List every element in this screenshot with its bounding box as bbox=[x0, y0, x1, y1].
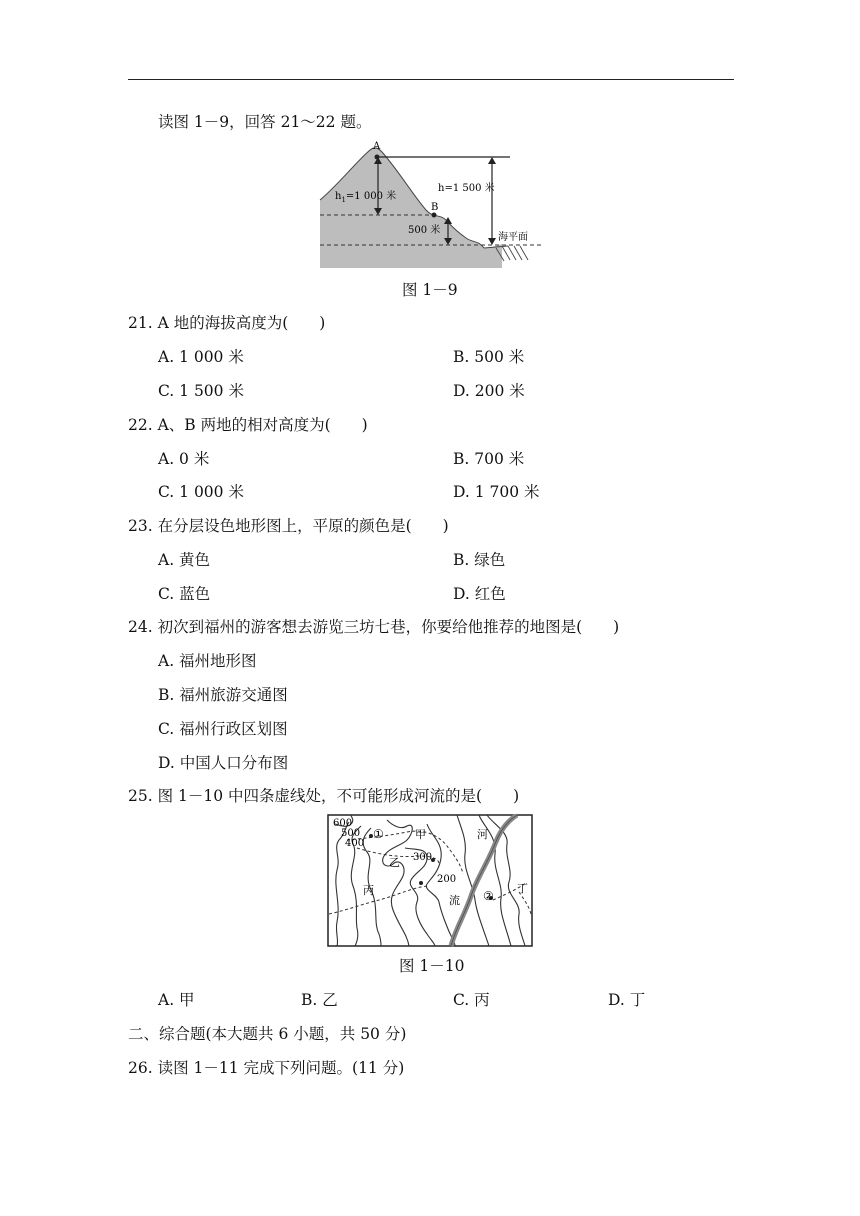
contour-500: 500 bbox=[341, 828, 361, 839]
q23-option-a[interactable]: A. 黄色 bbox=[158, 551, 211, 569]
q22-option-b[interactable]: B. 700 米 bbox=[453, 450, 525, 468]
label-yi: 乙 bbox=[389, 856, 400, 869]
caption-fig-1-10: 图 1－10 bbox=[399, 957, 465, 975]
q21-stem: 21. A 地的海拔高度为( ) bbox=[128, 314, 326, 332]
q24-option-c[interactable]: C. 福州行政区划图 bbox=[158, 720, 288, 738]
marker-2: ② bbox=[483, 889, 494, 903]
q22-stem: 22. A、B 两地的相对高度为( ) bbox=[128, 416, 368, 434]
q24-stem: 24. 初次到福州的游客想去游览三坊七巷，你要给他推荐的地图是( ) bbox=[128, 618, 620, 636]
label-liu: 流 bbox=[449, 894, 460, 907]
label-b: B bbox=[431, 202, 439, 213]
contour-600: 600 bbox=[333, 818, 353, 829]
label-500: 500 米 bbox=[408, 225, 441, 236]
q23-option-c[interactable]: C. 蓝色 bbox=[158, 585, 211, 603]
q25-option-b[interactable]: B. 乙 bbox=[301, 991, 338, 1009]
label-jia: 甲 bbox=[415, 828, 426, 841]
intro-text: 读图 1－9，回答 21～22 题。 bbox=[158, 113, 372, 131]
marker-1: ① bbox=[373, 827, 384, 841]
figure-altitude-diagram bbox=[318, 140, 548, 272]
label-h1: h bbox=[335, 191, 342, 202]
contour-200: 200 bbox=[437, 874, 457, 885]
q22-option-d[interactable]: D. 1 700 米 bbox=[453, 483, 540, 501]
figure-contour-map bbox=[327, 814, 533, 948]
q25-option-a[interactable]: A. 甲 bbox=[158, 991, 195, 1009]
q22-option-c[interactable]: C. 1 000 米 bbox=[158, 483, 244, 501]
q25-stem: 25. 图 1－10 中四条虚线处，不可能形成河流的是( ) bbox=[128, 787, 520, 805]
label-h1-sub: 1 bbox=[341, 196, 346, 204]
label-h1-val: =1 000 米 bbox=[345, 191, 397, 202]
label-sea-level: 海平面 bbox=[498, 232, 528, 243]
header-rule bbox=[128, 79, 734, 80]
label-h: h=1 500 米 bbox=[438, 183, 495, 194]
q21-option-c[interactable]: C. 1 500 米 bbox=[158, 382, 244, 400]
label-ding: 丁 bbox=[517, 882, 528, 895]
contour-300: 300 bbox=[413, 852, 433, 863]
label-he: 河 bbox=[477, 828, 488, 841]
caption-fig-1-9: 图 1－9 bbox=[402, 281, 458, 299]
contour-400: 400 bbox=[345, 838, 365, 849]
q22-option-a[interactable]: A. 0 米 bbox=[158, 450, 210, 468]
q26-stem: 26. 读图 1－11 完成下列问题。(11 分) bbox=[128, 1059, 405, 1077]
q23-option-b[interactable]: B. 绿色 bbox=[453, 551, 506, 569]
q25-option-d[interactable]: D. 丁 bbox=[608, 991, 646, 1009]
section-heading: 二、综合题(本大题共 6 小题，共 50 分) bbox=[128, 1025, 407, 1043]
q25-option-c[interactable]: C. 丙 bbox=[453, 991, 490, 1009]
q21-option-d[interactable]: D. 200 米 bbox=[453, 382, 525, 400]
q21-option-a[interactable]: A. 1 000 米 bbox=[158, 348, 244, 366]
q23-stem: 23. 在分层设色地形图上，平原的颜色是( ) bbox=[128, 517, 449, 535]
q23-option-d[interactable]: D. 红色 bbox=[453, 585, 506, 603]
label-bing: 丙 bbox=[363, 884, 374, 897]
q21-option-b[interactable]: B. 500 米 bbox=[453, 348, 525, 366]
label-a: A bbox=[373, 141, 381, 152]
q24-option-b[interactable]: B. 福州旅游交通图 bbox=[158, 686, 288, 704]
q24-option-a[interactable]: A. 福州地形图 bbox=[158, 652, 257, 670]
q24-option-d[interactable]: D. 中国人口分布图 bbox=[158, 754, 289, 772]
